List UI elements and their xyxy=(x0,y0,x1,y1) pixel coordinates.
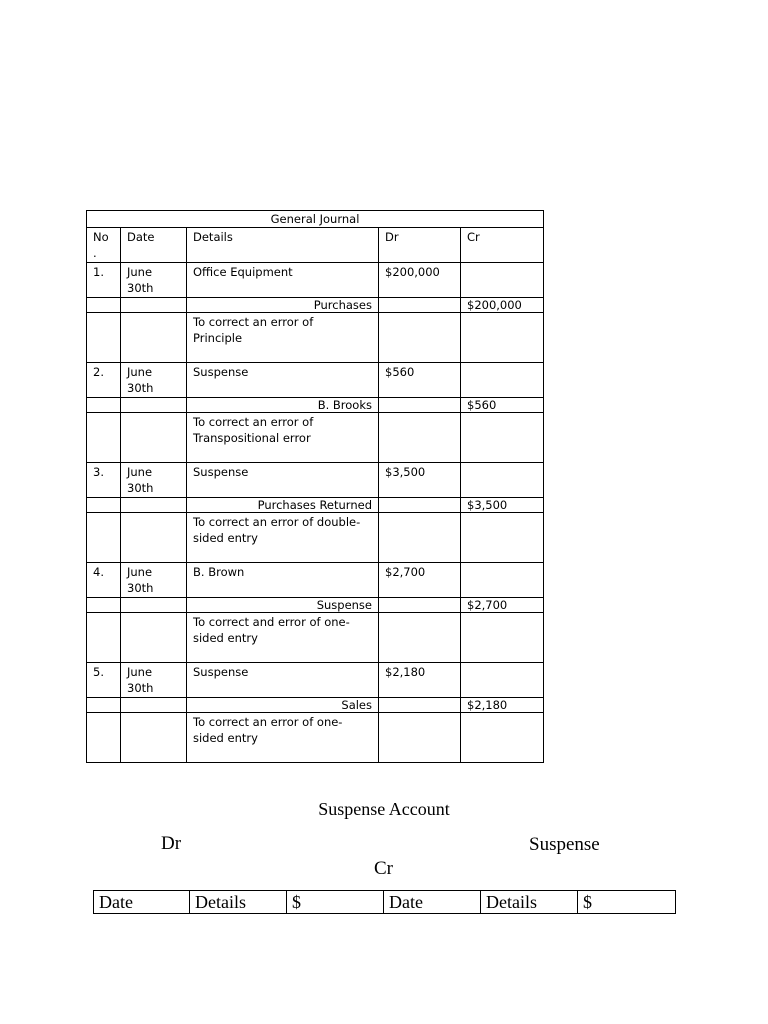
journal-entry-row xyxy=(87,663,544,698)
credit-amount: $2,700 xyxy=(461,598,544,613)
ledger-header-amount: $ xyxy=(578,891,676,914)
empty-cell xyxy=(379,398,461,413)
ledger-header-row xyxy=(94,891,676,914)
journal-entry-row xyxy=(87,563,544,598)
journal-credit-row xyxy=(87,398,544,413)
cr-label: Cr xyxy=(374,858,393,879)
narration: To correct an error of one- sided entry xyxy=(187,713,379,763)
journal-credit-row xyxy=(87,598,544,613)
credit-account: Sales xyxy=(187,698,379,713)
debit-amount: $560 xyxy=(379,363,461,398)
entry-no: 4. xyxy=(87,563,121,598)
ledger-header-amount: $ xyxy=(287,891,384,914)
empty-cell xyxy=(379,298,461,313)
empty-cell xyxy=(461,713,544,763)
empty-cell xyxy=(87,498,121,513)
header-no: No . xyxy=(87,228,121,263)
credit-amount: $200,000 xyxy=(461,298,544,313)
empty-cell xyxy=(379,613,461,663)
entry-no: 2. xyxy=(87,363,121,398)
empty-cell xyxy=(121,298,187,313)
journal-credit-row xyxy=(87,498,544,513)
credit-account: Purchases Returned xyxy=(187,498,379,513)
journal-credit-row xyxy=(87,298,544,313)
general-journal-table xyxy=(86,210,544,763)
empty-cell xyxy=(121,313,187,363)
journal-narration-row xyxy=(87,313,544,363)
empty-cell xyxy=(461,413,544,463)
entry-date: June 30th xyxy=(121,263,187,298)
journal-narration-row xyxy=(87,713,544,763)
account-name-label: Suspense xyxy=(529,834,600,855)
debit-account: Suspense xyxy=(187,363,379,398)
empty-cell xyxy=(461,313,544,363)
debit-amount: $3,500 xyxy=(379,463,461,498)
credit-amount: $2,180 xyxy=(461,698,544,713)
empty-cell xyxy=(87,298,121,313)
narration: To correct an error of double- sided entry xyxy=(187,513,379,563)
header-dr: Dr xyxy=(379,228,461,263)
entry-no: 3. xyxy=(87,463,121,498)
journal-title: General Journal xyxy=(87,211,544,228)
suspense-account-title: Suspense Account xyxy=(318,799,450,819)
debit-account: Office Equipment xyxy=(187,263,379,298)
empty-cell xyxy=(87,313,121,363)
credit-amount-empty xyxy=(461,363,544,398)
empty-cell xyxy=(121,413,187,463)
suspense-ledger-table xyxy=(93,890,676,914)
empty-cell xyxy=(121,598,187,613)
narration: To correct and error of one- sided entry xyxy=(187,613,379,663)
journal-narration-row xyxy=(87,513,544,563)
dr-label: Dr xyxy=(161,833,182,854)
empty-cell xyxy=(87,713,121,763)
entry-no: 5. xyxy=(87,663,121,698)
debit-amount: $2,700 xyxy=(379,563,461,598)
journal-entry-row xyxy=(87,363,544,398)
credit-amount: $560 xyxy=(461,398,544,413)
debit-account: Suspense xyxy=(187,663,379,698)
debit-amount: $200,000 xyxy=(379,263,461,298)
empty-cell xyxy=(461,513,544,563)
narration: To correct an error of Principle xyxy=(187,313,379,363)
journal-narration-row xyxy=(87,613,544,663)
journal-entry-row xyxy=(87,263,544,298)
empty-cell xyxy=(379,413,461,463)
entry-no: 1. xyxy=(87,263,121,298)
entry-date: June 30th xyxy=(121,463,187,498)
credit-amount-empty xyxy=(461,563,544,598)
debit-account: B. Brown xyxy=(187,563,379,598)
ledger-header-details: Details xyxy=(481,891,578,914)
credit-amount-empty xyxy=(461,663,544,698)
credit-account: B. Brooks xyxy=(187,398,379,413)
empty-cell xyxy=(87,698,121,713)
empty-cell xyxy=(87,398,121,413)
empty-cell xyxy=(379,698,461,713)
empty-cell xyxy=(379,498,461,513)
empty-cell xyxy=(87,598,121,613)
entry-date: June 30th xyxy=(121,563,187,598)
empty-cell xyxy=(379,513,461,563)
empty-cell xyxy=(121,698,187,713)
header-cr: Cr xyxy=(461,228,544,263)
empty-cell xyxy=(87,613,121,663)
header-details: Details xyxy=(187,228,379,263)
empty-cell xyxy=(121,713,187,763)
header-date: Date xyxy=(121,228,187,263)
credit-amount-empty xyxy=(461,263,544,298)
empty-cell xyxy=(121,498,187,513)
empty-cell xyxy=(87,513,121,563)
empty-cell xyxy=(121,398,187,413)
narration: To correct an error of Transpositional error xyxy=(187,413,379,463)
credit-amount: $3,500 xyxy=(461,498,544,513)
empty-cell xyxy=(379,713,461,763)
journal-credit-row xyxy=(87,698,544,713)
empty-cell xyxy=(121,613,187,663)
journal-entry-row xyxy=(87,463,544,498)
entry-date: June 30th xyxy=(121,663,187,698)
entry-date: June 30th xyxy=(121,363,187,398)
ledger-header-details: Details xyxy=(190,891,287,914)
credit-amount-empty xyxy=(461,463,544,498)
debit-amount: $2,180 xyxy=(379,663,461,698)
debit-account: Suspense xyxy=(187,463,379,498)
credit-account: Suspense xyxy=(187,598,379,613)
journal-narration-row xyxy=(87,413,544,463)
empty-cell xyxy=(461,613,544,663)
ledger-header-date: Date xyxy=(384,891,481,914)
empty-cell xyxy=(121,513,187,563)
empty-cell xyxy=(379,598,461,613)
empty-cell xyxy=(379,313,461,363)
ledger-header-date: Date xyxy=(94,891,190,914)
credit-account: Purchases xyxy=(187,298,379,313)
empty-cell xyxy=(87,413,121,463)
